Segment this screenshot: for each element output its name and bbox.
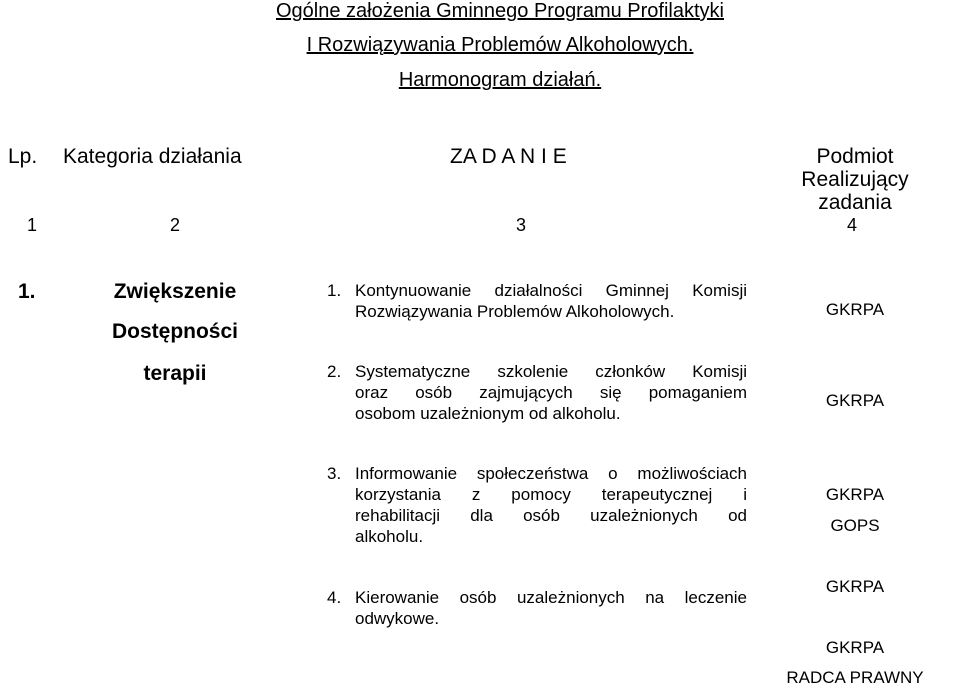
task-2-line-2: oraz osób zajmujących się pomaganiem: [355, 383, 747, 402]
header-lp: Lp.: [8, 145, 38, 168]
task-1-line-2: Rozwiązywania Problemów Alkoholowych.: [355, 302, 675, 321]
header-subject-line-1: Podmiot: [816, 145, 894, 168]
header-category: Kategoria działania: [63, 145, 242, 168]
column-number-4: 4: [847, 215, 858, 235]
document-title-line-1: Ogólne założenia Gminnego Programu Profilaktyki: [276, 0, 724, 22]
task-3-line-3: rehabilitacji dla osób uzależnionych od: [355, 506, 747, 525]
header-subject-line-2: Realizujący: [801, 168, 909, 191]
task-4-subject-2: GKRPA: [825, 638, 885, 657]
column-number-2: 2: [170, 215, 181, 235]
task-2-subject-1: GKRPA: [825, 391, 885, 410]
task-4-line-2: odwykowe.: [355, 609, 440, 628]
task-4-line-1: Kierowanie osób uzależnionych na leczenie: [355, 588, 747, 607]
task-3-line-2: korzystania z pomocy terapeutycznej i: [355, 485, 747, 504]
task-number-3: 3.: [327, 464, 342, 483]
header-task: ZA D A N I E: [450, 145, 567, 168]
task-4-subject-3: RADCA PRAWNY: [786, 668, 924, 687]
task-3-line-4: alkoholu.: [355, 527, 424, 546]
header-subject-line-3: zadania: [818, 191, 892, 214]
category-line-2: Dostępności: [111, 320, 239, 343]
task-item-3: [327, 463, 747, 547]
task-2-line-3: osobom uzależnionym od alkoholu.: [355, 404, 621, 423]
task-item-2: [327, 361, 747, 424]
task-item-1: [327, 280, 747, 322]
task-number-2: 2.: [327, 362, 342, 381]
task-1-subject-1: GKRPA: [825, 300, 885, 319]
category-line-1: Zwiększenie: [113, 280, 237, 303]
category-line-3: terapii: [143, 362, 207, 385]
task-2-line-1: Systematyczne szkolenie członków Komisji: [355, 362, 747, 381]
task-1-line-1: Kontynuowanie działalności Gminnej Komisji: [355, 281, 747, 300]
task-number-1: 1.: [327, 281, 342, 300]
document-title-line-2: I Rozwiązywania Problemów Alkoholowych.: [306, 34, 694, 56]
task-number-4: 4.: [327, 588, 342, 607]
document-title-line-3: Harmonogram działań.: [398, 69, 602, 91]
row-lp: 1.: [18, 280, 36, 303]
column-number-3: 3: [516, 215, 527, 235]
task-3-subject-2: GOPS: [830, 516, 880, 535]
task-3-line-1: Informowanie społeczeństwa o możliwościach: [355, 464, 747, 483]
column-number-1: 1: [27, 215, 38, 235]
task-3-subject-1: GKRPA: [825, 485, 885, 504]
task-item-4: [327, 587, 747, 629]
task-4-subject-1: GKRPA: [825, 577, 885, 596]
